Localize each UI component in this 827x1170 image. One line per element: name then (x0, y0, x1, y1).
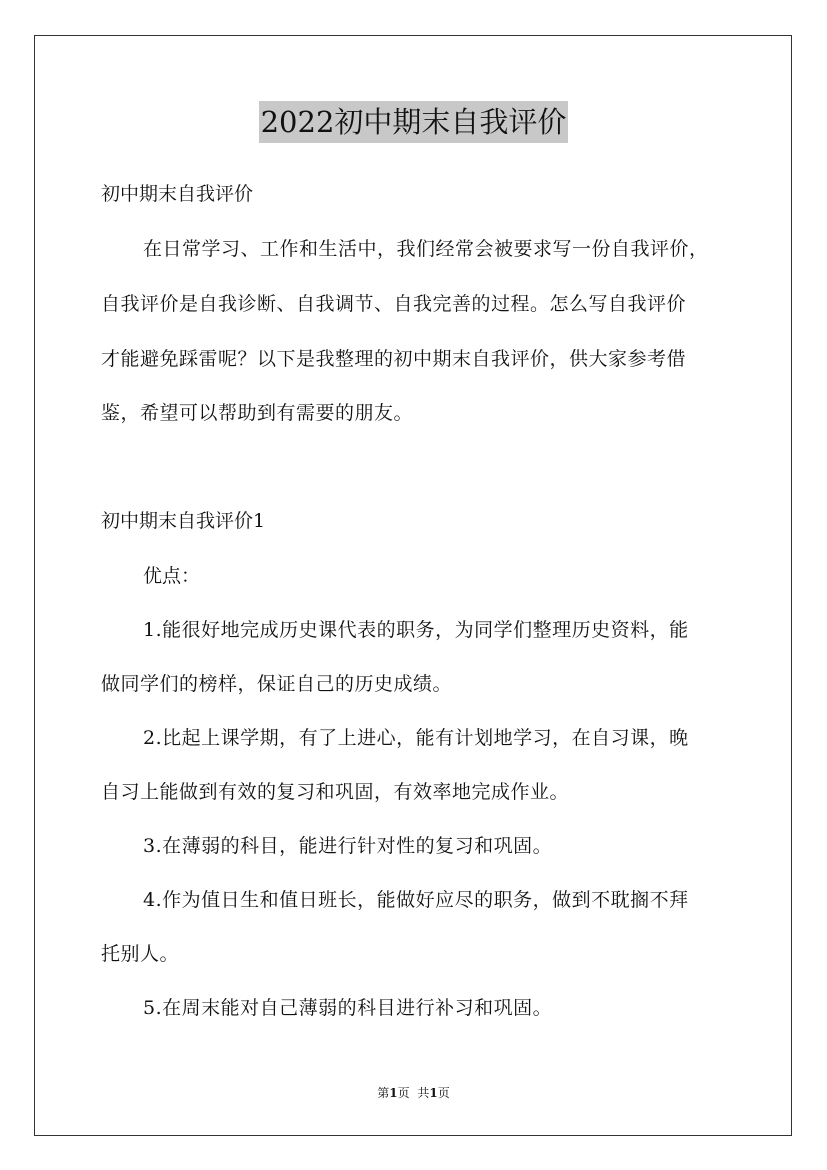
document-title: 2022初中期末自我评价 (259, 101, 569, 143)
intro-line-3: 才能避免踩雷呢？以下是我整理的初中期末自我评价，供大家参考借 (101, 348, 687, 370)
item-line-8: 5.在周末能对自己薄弱的科目进行补习和巩固。 (143, 997, 553, 1019)
footer-total-number: 1 (429, 1086, 438, 1100)
footer-page-number: 1 (389, 1086, 398, 1100)
intro-line-4: 鉴，希望可以帮助到有需要的朋友。 (101, 402, 414, 424)
footer-page-prefix: 第 (377, 1086, 390, 1100)
intro-line-2: 自我评价是自我诊断、自我调节、自我完善的过程。怎么写自我评价 (101, 293, 687, 315)
title-container (0, 101, 827, 143)
footer-page-suffix: 页 (397, 1086, 410, 1100)
footer-total-suffix: 页 (437, 1086, 450, 1100)
item-line-3: 2.比起上课学期，有了上进心，能有计划地学习，在自习课，晚 (143, 727, 689, 749)
item-line-5: 3.在薄弱的科目，能进行针对性的复习和巩固。 (143, 835, 553, 857)
strengths-label: 优点： (143, 565, 201, 587)
intro-line-1: 在日常学习、工作和生活中，我们经常会被要求写一份自我评价， (143, 238, 709, 260)
section-heading: 初中期末自我评价 (101, 183, 254, 205)
item-line-1: 1.能很好地完成历史课代表的职务，为同学们整理历史资料，能 (143, 619, 689, 641)
item-line-4: 自习上能做到有效的复习和巩固，有效率地完成作业。 (101, 781, 570, 803)
page-footer (0, 1085, 827, 1101)
item-line-2: 做同学们的榜样，保证自己的历史成绩。 (101, 673, 453, 695)
item-line-7: 托别人。 (101, 943, 180, 965)
subsection-heading: 初中期末自我评价1 (101, 510, 266, 532)
item-line-6: 4.作为值日生和值日班长，能做好应尽的职务，做到不耽搁不拜 (143, 889, 689, 911)
footer-total-prefix: 共 (417, 1086, 430, 1100)
